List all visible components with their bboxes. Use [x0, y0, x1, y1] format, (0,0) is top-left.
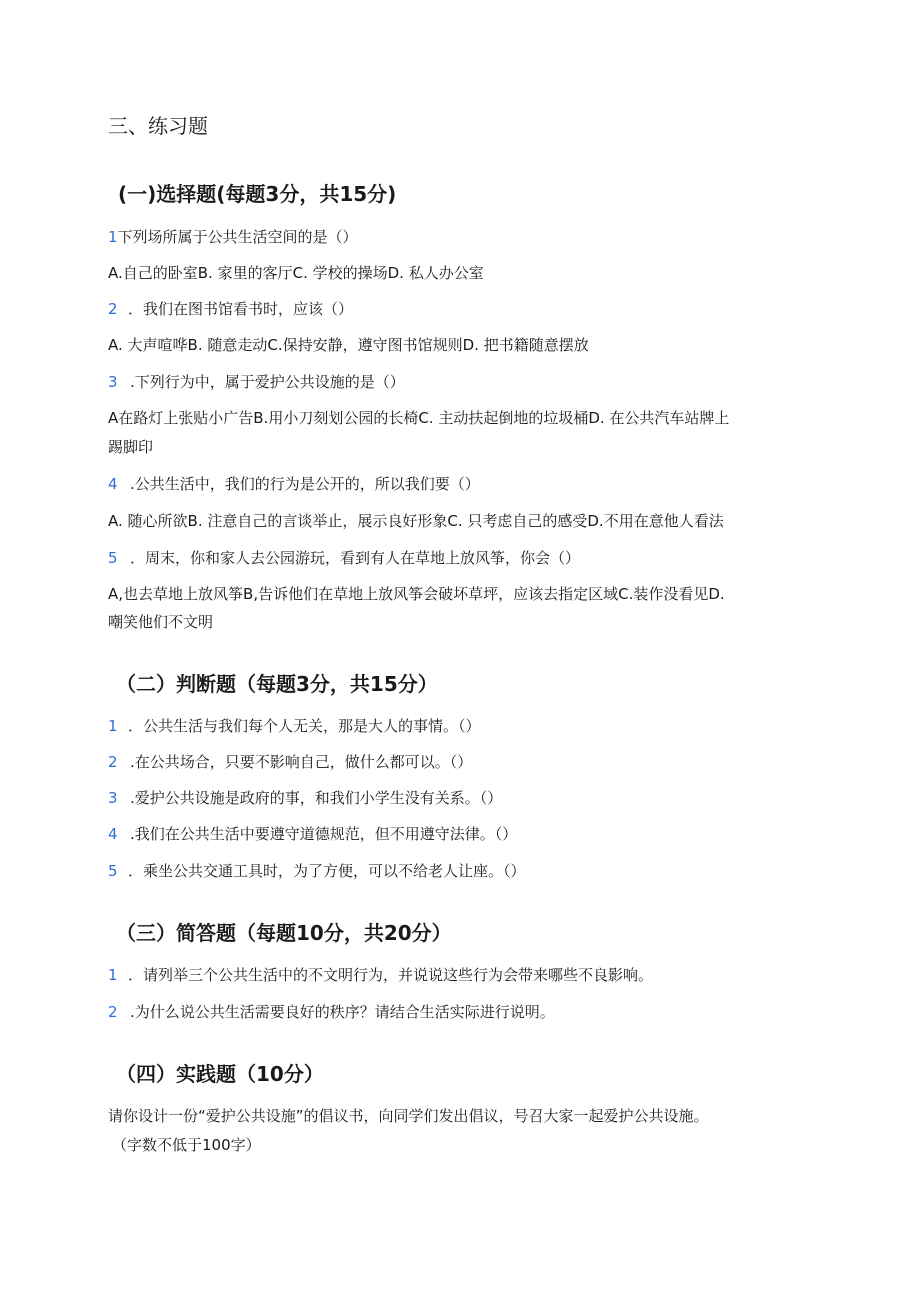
question-number: 2 — [108, 753, 118, 771]
question-text: ．公共生活与我们每个人无关，那是大人的事情。（） — [128, 717, 481, 735]
question-number: 1 — [108, 966, 118, 984]
judge-heading-label: （二）判断题 — [116, 672, 236, 696]
question-text: .下列行为中，属于爱护公共设施的是（） — [130, 373, 405, 391]
judge-heading-score: （每题3分，共15分） — [236, 672, 438, 696]
question-text: 下列场所属于公共生活空间的是（） — [117, 228, 358, 246]
choice-q4 — [108, 474, 480, 494]
practice-heading-score: （10分） — [236, 1062, 324, 1086]
section-title: 三、练习题 — [108, 114, 208, 138]
judge-item — [108, 824, 517, 844]
question-text: ．请列举三个公共生活中的不文明行为，并说说这些行为会带来哪些不良影响。 — [128, 966, 654, 984]
choice-q5-options-line1: A,也去草地上放风筝B,告诉他们在草地上放风筝会破坏草坪，应该去指定区域C.装作没看见D. — [108, 585, 725, 603]
short-item — [108, 1002, 555, 1022]
choice-q4-options: A. 随心所欲B. 注意自己的言谈举止，展示良好形象C. 只考虑自己的感受D.不用在意他人看法 — [108, 512, 724, 530]
question-number: 3 — [108, 373, 118, 391]
choice-heading-label: (一)选择题 — [118, 182, 217, 206]
question-text: .为什么说公共生活需要良好的秩序？请结合生活实际进行说明。 — [130, 1003, 555, 1021]
short-item — [108, 965, 653, 985]
short-heading-label: （三）简答题 — [116, 921, 236, 945]
choice-q2 — [108, 299, 353, 319]
judge-heading — [116, 670, 438, 698]
short-heading — [116, 919, 452, 947]
question-number: 4 — [108, 825, 118, 843]
practice-heading — [116, 1060, 324, 1088]
question-text: .爱护公共设施是政府的事，和我们小学生没有关系。（） — [130, 789, 503, 807]
choice-q1-options: A.自己的卧室B. 家里的客厅C. 学校的操场D. 私人办公室 — [108, 264, 484, 282]
practice-line2: （字数不低于100字） — [112, 1136, 261, 1154]
question-number: 2 — [108, 300, 118, 318]
choice-q1 — [108, 227, 358, 247]
choice-q5-options-line2: 嘲笑他们不文明 — [108, 613, 214, 631]
short-heading-score: （每题10分，共20分） — [236, 921, 452, 945]
judge-item — [108, 752, 472, 772]
practice-heading-label: （四）实践题 — [116, 1062, 236, 1086]
choice-q3-options-line2: 踢脚印 — [108, 438, 154, 456]
choice-heading-score: (每题3分，共15分) — [216, 182, 397, 206]
choice-q3-options-line1: A在路灯上张贴小广告B.用小刀刻划公园的长椅C. 主动扶起倒地的垃圾桶D. 在公共汽车站牌上 — [108, 409, 730, 427]
question-text: .我们在公共生活中要遵守道德规范，但不用遵守法律。（） — [130, 825, 518, 843]
question-number: 4 — [108, 475, 118, 493]
question-text: .公共生活中，我们的行为是公开的，所以我们要（） — [130, 475, 480, 493]
question-number: 2 — [108, 1003, 118, 1021]
choice-q2-options: A. 大声喧哗B. 随意走动C.保持安静，遵守图书馆规则D. 把书籍随意摆放 — [108, 336, 589, 354]
choice-q3 — [108, 372, 405, 392]
judge-item — [108, 716, 481, 736]
question-text: ．周末，你和家人去公园游玩，看到有人在草地上放风筝，你会（） — [130, 549, 581, 567]
judge-item — [108, 788, 502, 808]
judge-item — [108, 861, 526, 881]
question-text: ．乘坐公共交通工具时，为了方便，可以不给老人让座。（） — [128, 862, 526, 880]
question-number: 1 — [108, 228, 118, 246]
practice-line1: 请你设计一份“爱护公共设施”的倡议书，向同学们发出倡议，号召大家一起爱护公共设施。 — [108, 1107, 709, 1125]
question-text: ．我们在图书馆看书时，应该（） — [128, 300, 354, 318]
question-number: 1 — [108, 717, 118, 735]
choice-heading — [118, 180, 396, 208]
question-number: 5 — [108, 862, 118, 880]
question-number: 5 — [108, 549, 118, 567]
choice-q5 — [108, 548, 580, 568]
question-text: .在公共场合，只要不影响自己，做什么都可以。（） — [130, 753, 473, 771]
question-number: 3 — [108, 789, 118, 807]
